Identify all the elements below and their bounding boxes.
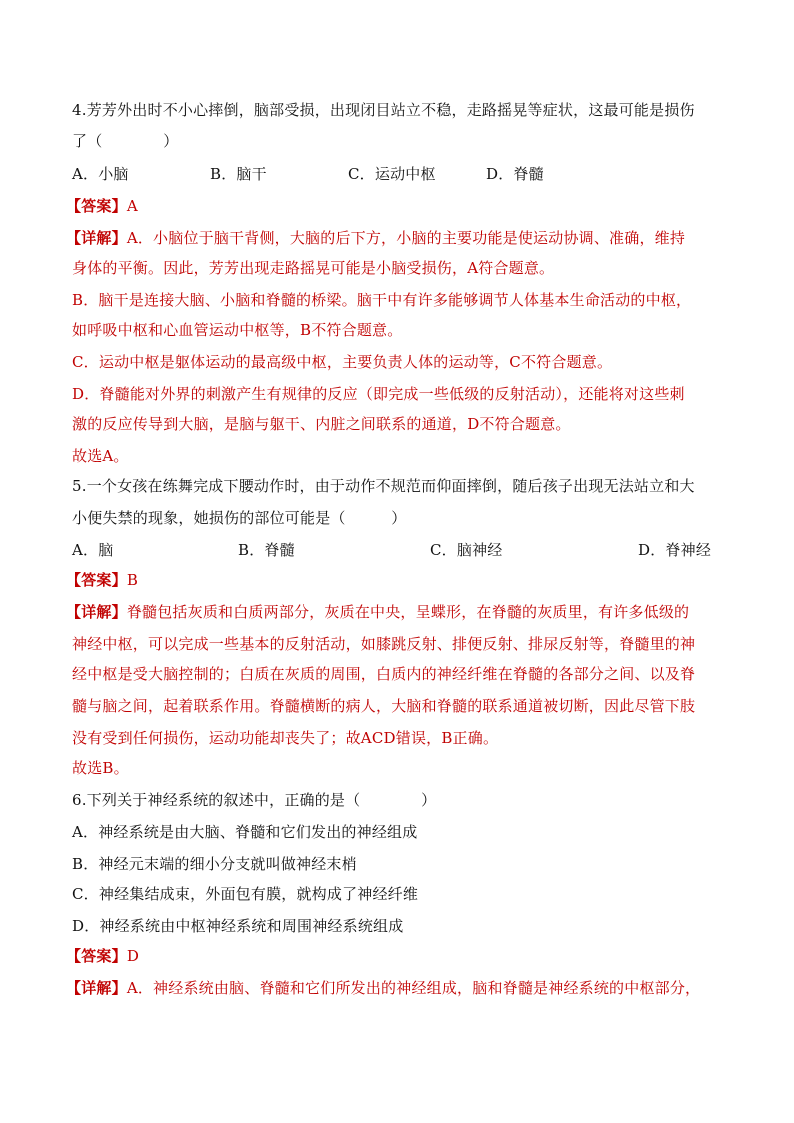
question-4-stem-line-1: 4.芳芳外出时不小心摔倒，脑部受损，出现闭目站立不稳，走路摇晃等症状，这最可能是损伤 bbox=[72, 101, 695, 119]
question-4-conclusion: 故选A。 bbox=[72, 447, 129, 465]
question-4-detail-line-1: 【详解】A．小脑位于脑干背侧，大脑的后下方，小脑的主要功能是使运动协调、准确，维持 bbox=[66, 229, 686, 247]
question-6-option-b: B．神经元末端的细小分支就叫做神经末梢 bbox=[72, 855, 357, 873]
option-d: D．脊神经 bbox=[638, 541, 712, 559]
question-4-stem-line-2: 了（ ） bbox=[72, 132, 179, 150]
option-a: A．脑 bbox=[72, 541, 114, 559]
question-5-detail-line-3: 经中枢是受大脑控制的；白质在灰质的周围，白质内的神经纤维在脊髓的各部分之间、以及脊 bbox=[72, 665, 696, 683]
question-6-answer: 【答案】D bbox=[66, 947, 140, 965]
question-6-stem: 6.下列关于神经系统的叙述中，正确的是（ ） bbox=[72, 791, 437, 809]
question-5-detail-line-1: 【详解】脊髓包括灰质和白质两部分，灰质在中央，呈蝶形，在脊髓的灰质里，有许多低级的 bbox=[66, 603, 690, 621]
question-5-detail-line-2: 神经中枢，可以完成一些基本的反射活动，如膝跳反射、排便反射、排尿反射等，脊髓里的神 bbox=[72, 635, 696, 653]
option-c: C．运动中枢 bbox=[348, 165, 436, 183]
question-5-detail-line-4: 髓与脑之间，起着联系作用。脊髓横断的病人，大脑和脊髓的联系通道被切断，因此尽管下肢 bbox=[72, 697, 696, 715]
option-c: C．脑神经 bbox=[430, 541, 503, 559]
question-4-detail-line-2: 身体的平衡。因此，芳芳出现走路摇晃可能是小脑受损伤，A符合题意。 bbox=[72, 259, 555, 277]
question-5-stem-line-2: 小便失禁的现象，她损伤的部位可能是（ ） bbox=[72, 509, 407, 527]
option-a: A．小脑 bbox=[72, 165, 129, 183]
question-6-option-a: A．神经系统是由大脑、脊髓和它们发出的神经组成 bbox=[72, 823, 418, 841]
question-4-detail-line-4: 如呼吸中枢和心血管运动中枢等，B不符合题意。 bbox=[72, 321, 403, 339]
question-4-detail-line-5: C．运动中枢是躯体运动的最高级中枢，主要负责人体的运动等，C不符合题意。 bbox=[72, 353, 613, 371]
question-4-answer: 【答案】A bbox=[66, 197, 138, 215]
question-5-answer: 【答案】B bbox=[66, 571, 139, 589]
option-d: D．脊髓 bbox=[486, 165, 544, 183]
question-6-option-d: D．神经系统由中枢神经系统和周围神经系统组成 bbox=[72, 917, 404, 935]
question-6-detail-line-1: 【详解】A．神经系统由脑、脊髓和它们所发出的神经组成，脑和脊髓是神经系统的中枢部分， bbox=[66, 979, 701, 997]
question-4-detail-line-3: B．脑干是连接大脑、小脑和脊髓的桥梁。脑干中有许多能够调节人体基本生命活动的中枢， bbox=[72, 291, 692, 309]
question-4-detail-line-7: 激的反应传导到大脑，是脑与躯干、内脏之间联系的通道，D不符合题意。 bbox=[72, 415, 571, 433]
option-b: B．脊髓 bbox=[238, 541, 295, 559]
question-5-conclusion: 故选B。 bbox=[72, 759, 129, 777]
option-b: B．脑干 bbox=[210, 165, 267, 183]
question-5-detail-line-5: 没有受到任何损伤，运动功能却丧失了；故ACD错误，B正确。 bbox=[72, 729, 499, 747]
question-5-stem-line-1: 5.一个女孩在练舞完成下腰动作时，由于动作不规范而仰面摔倒，随后孩子出现无法站立和大 bbox=[72, 477, 695, 495]
question-6-option-c: C．神经集结成束，外面包有膜，就构成了神经纤维 bbox=[72, 885, 419, 903]
question-4-detail-line-6: D．脊髓能对外界的刺激产生有规律的反应（即完成一些低级的反射活动），还能将对这些刺 bbox=[72, 385, 685, 403]
